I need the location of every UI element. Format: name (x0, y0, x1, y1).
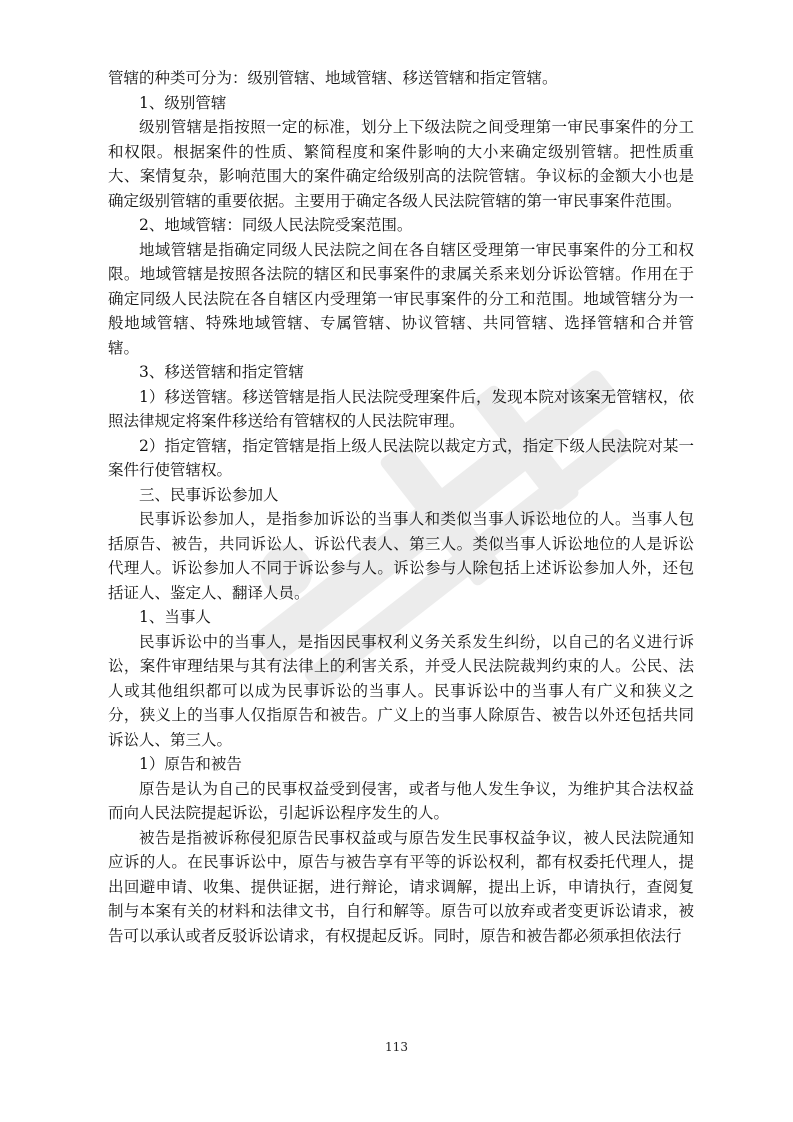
paragraph: 民事诉讼参加人，是指参加诉讼的当事人和类似当事人诉讼地位的人。当事人包括原告、被告，共同诉讼人、诉讼代表人、第三人。类似当事人诉讼地位的人是诉讼代理人。诉讼参加人不同于诉讼参与人。诉讼参与人除包括上述诉讼参加人外，还包括证人、鉴定人、翻译人员。 (108, 510, 694, 602)
paragraph: 被告是指被诉称侵犯原告民事权益或与原告发生民事权益争议，被人民法院通知应诉的人。在民事诉讼中，原告与被告享有平等的诉讼权利，都有权委托代理人，提出回避申请、收集、提供证据，进行辩论，请求调解，提出上诉，申请执行，查阅复制与本案有关的材料和法律文书，自行和解等。原告可以放弃或者变更诉讼请求，被告可以承认或者反驳诉讼请求，有权提起反诉。同时，原告和被告都必须承担依法行 (108, 828, 694, 945)
paragraph: 1）原告和被告 (139, 755, 242, 773)
paragraph: 级别管辖是指按照一定的标准，划分上下级法院之间受理第一审民事案件的分工和权限。根据案件的性质、繁简程度和案件影响的大小来确定级别管辖。把性质重大、案情复杂，影响范围大的案件确定给级别高的法院管辖。争议标的金额大小也是确定级别管辖的重要依据。主要用于确定各级人民法院管辖的第一审民事案件范围。 (108, 118, 694, 210)
paragraph: 原告是认为自己的民事权益受到侵害，或者与他人发生争议，为维护其合法权益而向人民法院提起诉讼，引起诉讼程序发生的人。 (108, 779, 694, 822)
paragraph: 地域管辖是指确定同级人民法院之间在各自辖区受理第一审民事案件的分工和权限。地域管辖是按照各法院的辖区和民事案件的隶属关系来划分诉讼管辖。作用在于确定同级人民法院在各自辖区内受理第一审民事案件的分工和范围。地域管辖分为一般地域管辖、特殊地域管辖、专属管辖、协议管辖、共同管辖、选择管辖和合并管辖。 (108, 240, 694, 357)
paragraph: 三、民事诉讼参加人 (139, 485, 279, 504)
page-number: 113 (385, 1040, 408, 1054)
paragraph: 1、级别管辖 (139, 93, 227, 112)
paragraph: 2、地域管辖：同级人民法院受案范围。 (139, 216, 413, 234)
body-text (108, 66, 694, 948)
paragraph: 管辖的种类可分为：级别管辖、地域管辖、移送管辖和指定管辖。 (108, 69, 558, 87)
paragraph: 3、移送管辖和指定管辖 (139, 363, 304, 381)
paragraph: 1、当事人 (139, 608, 211, 626)
paragraph: 1）移送管辖。移送管辖是指人民法院受理案件后，发现本院对该案无管辖权，依照法律规定将案件移送给有管辖权的人民法院审理。 (108, 387, 694, 430)
paragraph: 民事诉讼中的当事人，是指因民事权利义务关系发生纠纷，以自己的名义进行诉讼，案件审理结果与其有法律上的利害关系，并受人民法院裁判约束的人。公民、法人或其他组织都可以成为民事诉讼的当事人。民事诉讼中的当事人有广义和狭义之分，狭义上的当事人仅指原告和被告。广义上的当事人除原告、被告以外还包括共同诉讼人、第三人。 (108, 632, 694, 749)
paragraph: 2）指定管辖，指定管辖是指上级人民法院以裁定方式，指定下级人民法院对某一案件行使管辖权。 (108, 436, 694, 479)
